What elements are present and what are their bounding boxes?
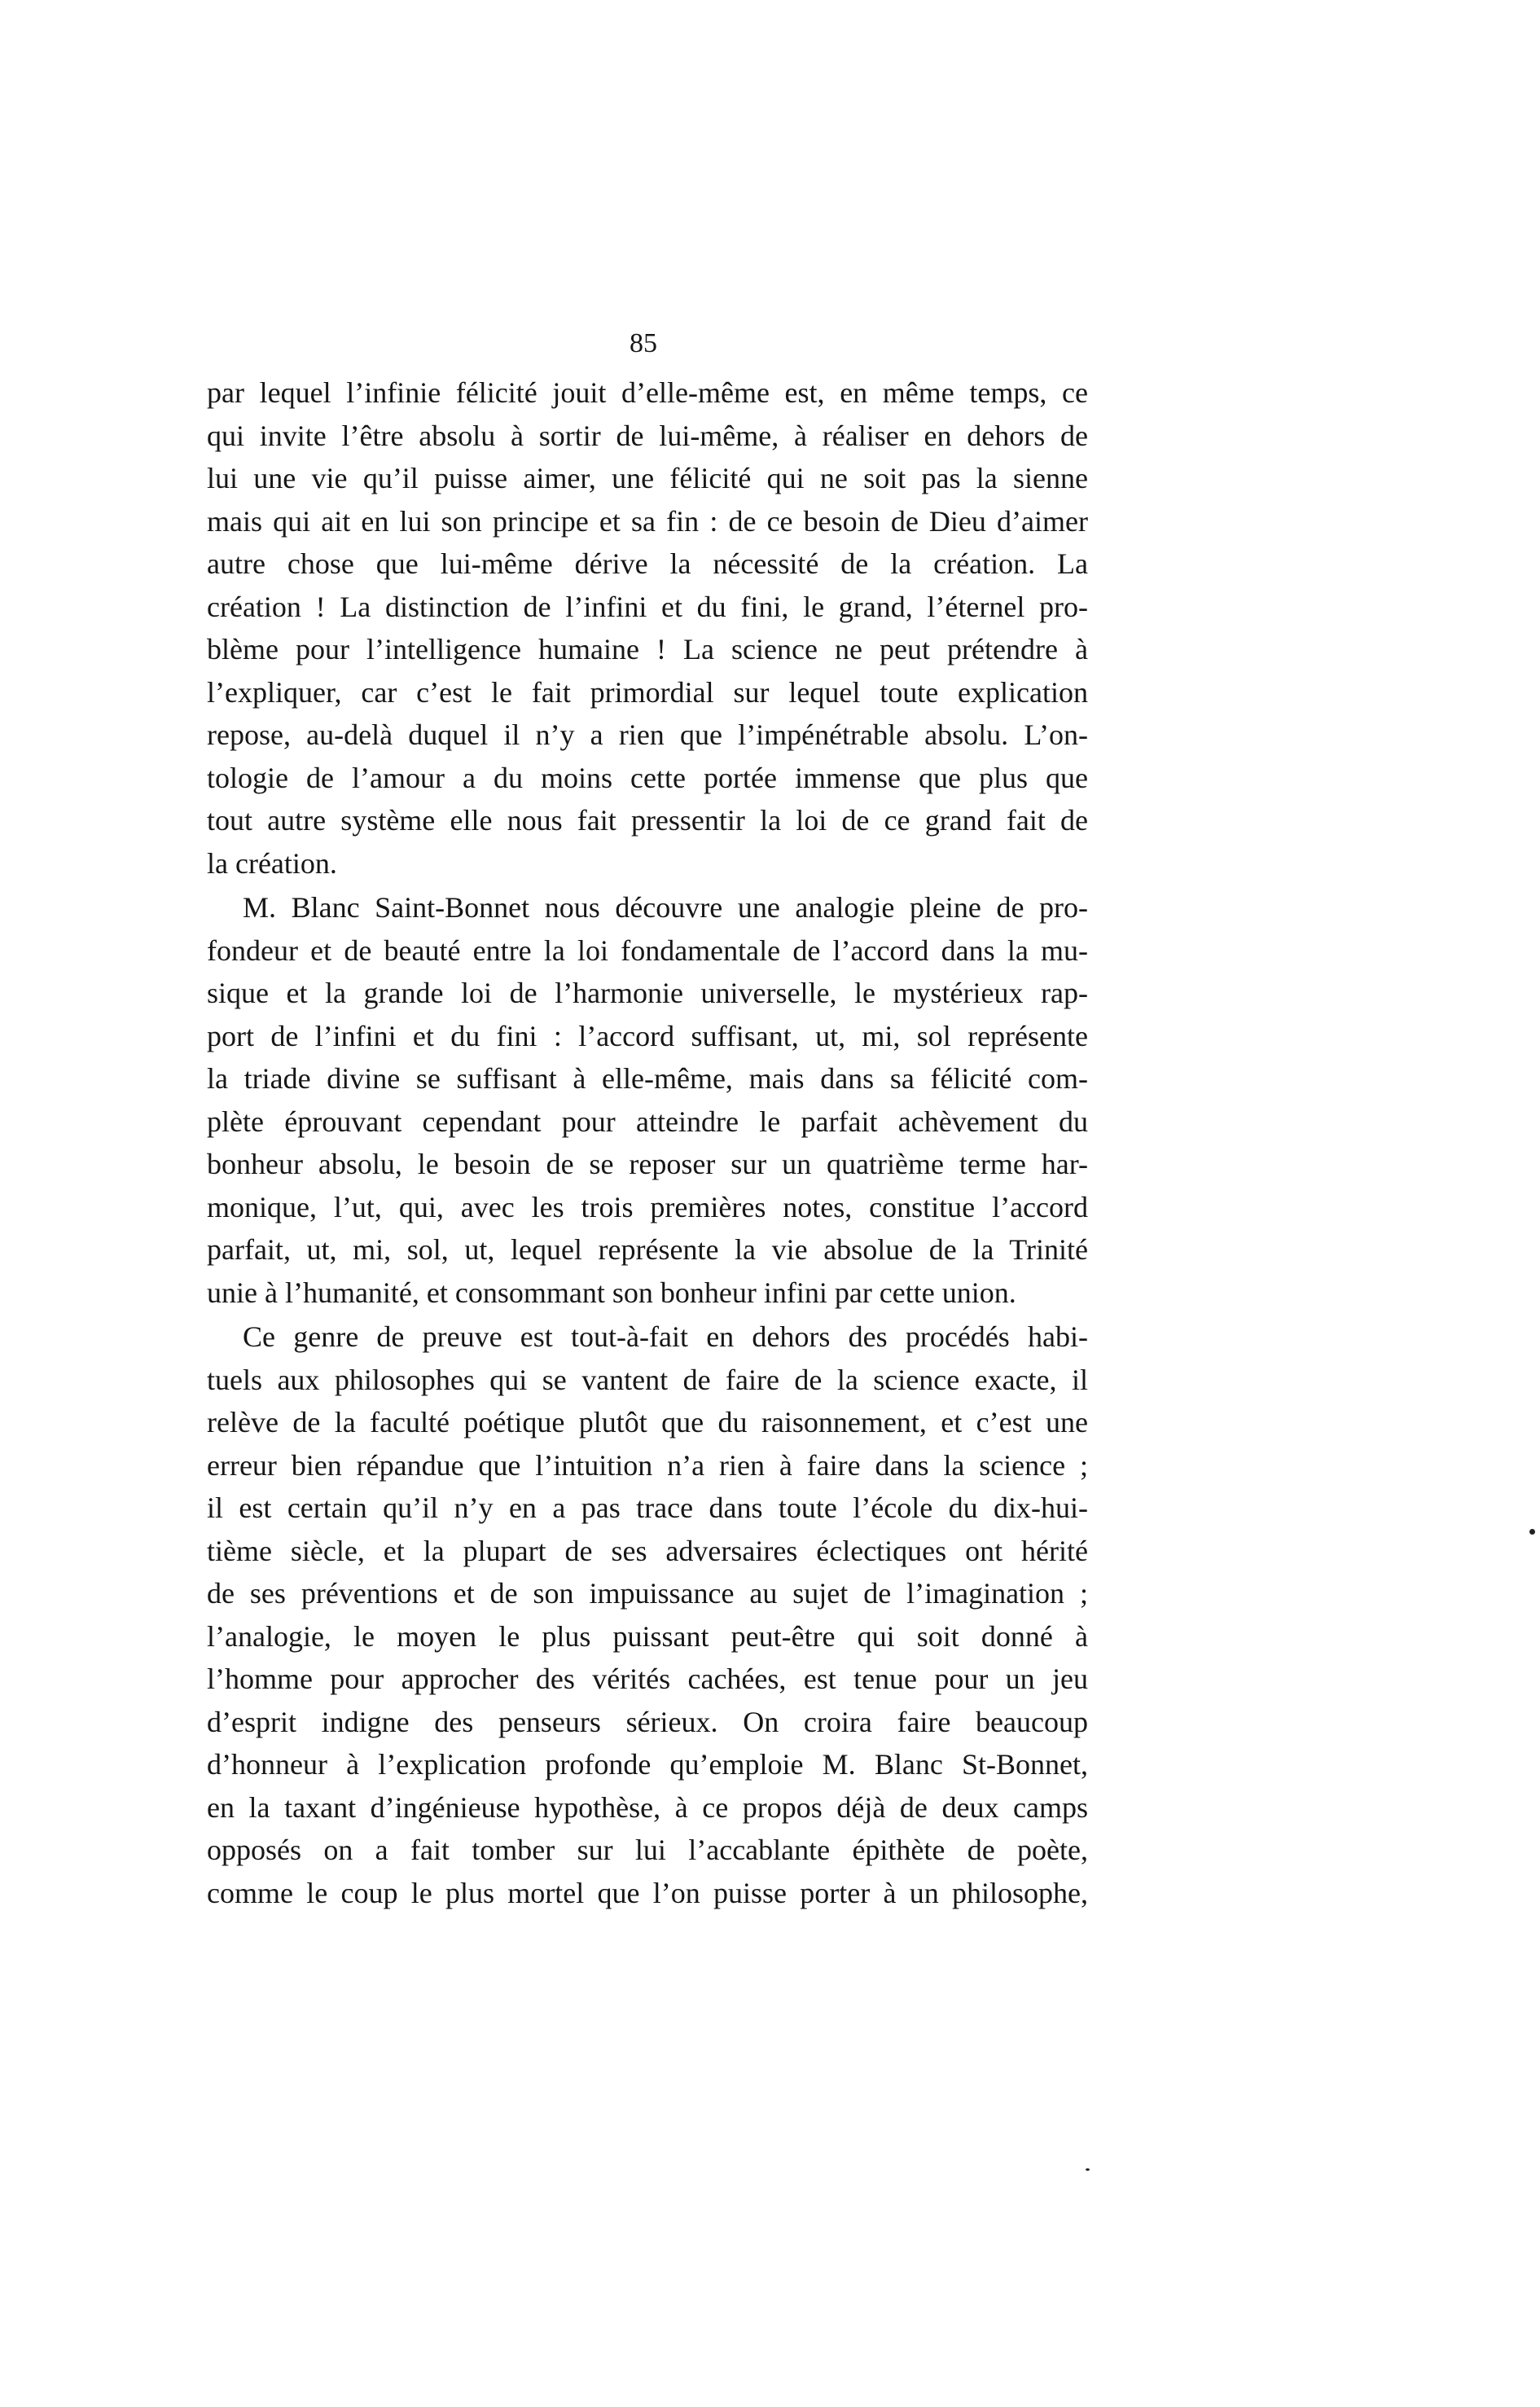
text-line: il est certain qu’il n’y en a pas trace dans toute l’école du dix-hui- — [207, 1491, 1088, 1524]
text-line: l’expliquer, car c’est le fait primordial sur lequel toute explication — [207, 675, 1088, 709]
text-line: M. Blanc Saint-Bonnet nous découvre une analogie pleine de pro- — [243, 891, 1088, 924]
text-line: repose, au-delà duquel il n’y a rien que l’impénétrable absolu. L’on- — [207, 718, 1088, 751]
text-line: la création. — [207, 846, 337, 880]
text-line: l’analogie, le moyen le plus puissant peut-être qui soit donné à — [207, 1619, 1088, 1653]
text-line: d’honneur à l’explication profonde qu’emploie M. Blanc St-Bonnet, — [207, 1748, 1088, 1781]
text-line: de ses préventions et de son impuissance au sujet de l’imagination ; — [207, 1577, 1088, 1610]
text-line: mais qui ait en lui son principe et sa fin : de ce besoin de Dieu d’aimer — [207, 504, 1088, 538]
text-line: blème pour l’intelligence humaine ! La science ne peut prétendre à — [207, 633, 1088, 665]
page-number: 85 — [630, 328, 657, 358]
text-line: erreur bien répandue que l’intuition n’a rien à faire dans la science ; — [207, 1448, 1088, 1482]
text-line: parfait, ut, mi, sol, ut, lequel représente la vie absolue de la Trinité — [207, 1233, 1088, 1266]
text-line: tième siècle, et la plupart de ses adversaires éclectiques ont hérité — [207, 1534, 1088, 1567]
text-line: plète éprouvant cependant pour atteindre le parfait achèvement du — [207, 1105, 1088, 1138]
text-line: fondeur et de beauté entre la loi fondamentale de l’accord dans la mu- — [207, 933, 1088, 967]
body-text — [207, 371, 1088, 1914]
paragraph-1 — [207, 371, 1088, 885]
text-line: comme le coup le plus mortel que l’on puisse porter à un philosophe, — [207, 1876, 1088, 1909]
text-line: en la taxant d’ingénieuse hypothèse, à ce propos déjà de deux camps — [207, 1790, 1088, 1824]
text-line: par lequel l’infinie félicité jouit d’elle-même est, en même temps, ce — [207, 376, 1088, 409]
paragraph-3 — [207, 1316, 1088, 1914]
text-line: qui invite l’être absolu à sortir de lui-même, à réaliser en dehors de — [207, 419, 1088, 452]
text-line: Ce genre de preuve est tout-à-fait en dehors des procédés habi- — [243, 1320, 1088, 1353]
text-line: lui une vie qu’il puisse aimer, une félicité qui ne soit pas la sienne — [207, 462, 1088, 494]
text-line: bonheur absolu, le besoin de se reposer sur un quatrième terme har- — [207, 1148, 1088, 1180]
text-line: port de l’infini et du fini : l’accord suffisant, ut, mi, sol représente — [207, 1019, 1088, 1052]
text-line: monique, l’ut, qui, avec les trois premières notes, constitue l’accord — [207, 1190, 1088, 1223]
text-line: autre chose que lui-même dérive la nécessité de la création. La — [207, 547, 1088, 580]
text-line: relève de la faculté poétique plutôt que du raisonnement, et c’est une — [207, 1406, 1088, 1438]
text-line: tout autre système elle nous fait pressentir la loi de ce grand fait de — [207, 804, 1088, 837]
paragraph-2 — [207, 886, 1088, 1314]
text-line: l’homme pour approcher des vérités cachées, est tenue pour un jeu — [207, 1662, 1088, 1695]
text-line: la triade divine se suffisant à elle-même, mais dans sa félicité com- — [207, 1062, 1088, 1095]
scan-speck — [1086, 2168, 1090, 2171]
text-line: opposés on a fait tomber sur lui l’accablante épithète de poète, — [207, 1834, 1088, 1866]
scan-speck — [1529, 1529, 1535, 1535]
text-line: tuels aux philosophes qui se vantent de faire de la science exacte, il — [207, 1363, 1088, 1396]
text-line: d’esprit indigne des penseurs sérieux. On croira faire beaucoup — [207, 1705, 1088, 1738]
text-line: sique et la grande loi de l’harmonie universelle, le mystérieux rap- — [207, 977, 1088, 1009]
text-line: unie à l’humanité, et consommant son bonheur infini par cette union. — [207, 1276, 1016, 1309]
text-line: tologie de l’amour a du moins cette portée immense que plus que — [207, 761, 1088, 794]
text-line: création ! La distinction de l’infini et du fini, le grand, l’éternel pro- — [207, 590, 1088, 623]
